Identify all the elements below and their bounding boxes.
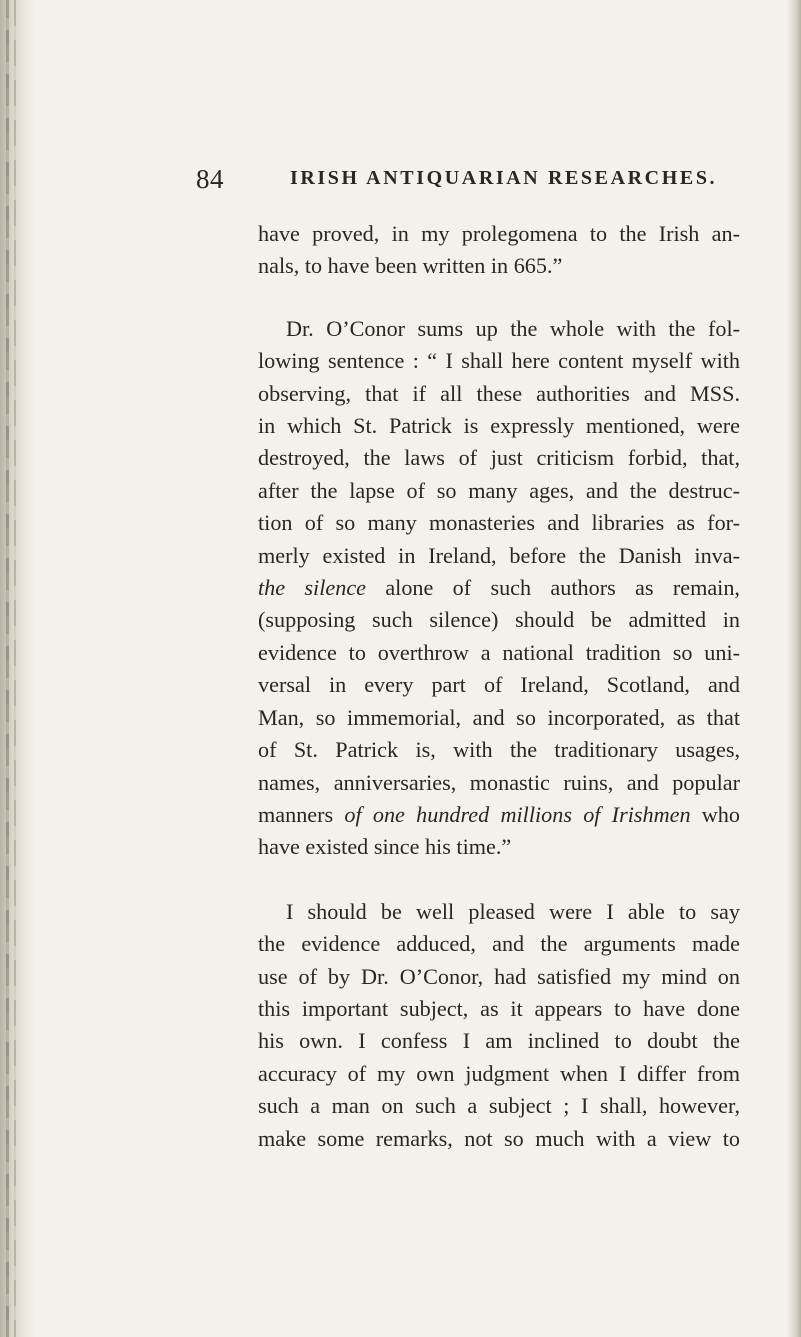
italic-phrase: the silence bbox=[258, 575, 367, 601]
text-line: nals, to have been written in 665.” bbox=[258, 253, 563, 279]
text-line: merly existed in Ireland, before the Danish inva- bbox=[258, 542, 740, 568]
text-line: names, anniversaries, monastic ruins, and popular bbox=[258, 769, 740, 795]
text-line: make some remarks, not so much with a view to bbox=[258, 1125, 740, 1151]
running-header bbox=[196, 164, 756, 192]
text-line-with-italic bbox=[258, 572, 740, 604]
text-line: his own. I confess I am inclined to doubt the bbox=[258, 1028, 740, 1054]
text-line: in which St. Patrick is expressly mentioned, were bbox=[258, 413, 740, 439]
italic-phrase: of one hundred millions of Irishmen bbox=[344, 801, 691, 827]
text-line: Dr. O’Conor sums up the whole with the fol- bbox=[286, 315, 740, 341]
text-line: use of by Dr. O’Conor, had satisfied my mind on bbox=[258, 963, 740, 989]
paragraph-2 bbox=[258, 313, 740, 864]
text-line: such a man on such a subject ; I shall, however, bbox=[258, 1093, 740, 1119]
text-line: I should be well pleased were I able to say bbox=[286, 898, 740, 924]
text-line: tion of so many monasteries and libraries as for- bbox=[258, 510, 740, 536]
text-line: destroyed, the laws of just criticism forbid, that, bbox=[258, 445, 740, 471]
page-binding-edge bbox=[0, 0, 36, 1337]
running-head-title: IRISH ANTIQUARIAN RESEARCHES. bbox=[290, 167, 718, 189]
text-line: lowing sentence : “ I shall here content myself with bbox=[258, 348, 740, 374]
page-right-edge bbox=[787, 0, 801, 1337]
text-line: (supposing such silence) should be admitted in bbox=[258, 607, 740, 633]
text-line: Man, so immemorial, and so incorporated, as that bbox=[258, 704, 740, 730]
text-line: have existed since his time.” bbox=[258, 834, 512, 860]
text-line: after the lapse of so many ages, and the destruc- bbox=[258, 477, 740, 503]
paragraph-3 bbox=[258, 896, 740, 1155]
text-line: observing, that if all these authorities and MSS. bbox=[258, 380, 740, 406]
text-line: accuracy of my own judgment when I differ from bbox=[258, 1060, 740, 1086]
text-line: of St. Patrick is, with the traditionary usages, bbox=[258, 737, 740, 763]
text-fragment: manners bbox=[258, 801, 345, 827]
text-line: versal in every part of Ireland, Scotland, and bbox=[258, 672, 740, 698]
text-fragment: alone of such authors as remain, bbox=[366, 575, 740, 601]
text-line-with-italic bbox=[258, 799, 740, 831]
text-line: this important subject, as it appears to have done bbox=[258, 995, 740, 1021]
page-number: 84 bbox=[196, 164, 224, 194]
text-line: evidence to overthrow a national tradition so uni- bbox=[258, 639, 740, 665]
text-fragment: who bbox=[690, 801, 740, 827]
text-line: have proved, in my prolegomena to the Irish an- bbox=[258, 221, 740, 246]
body-text bbox=[258, 218, 740, 1155]
text-line: the evidence adduced, and the arguments made bbox=[258, 931, 740, 957]
paragraph-1 bbox=[258, 218, 740, 283]
